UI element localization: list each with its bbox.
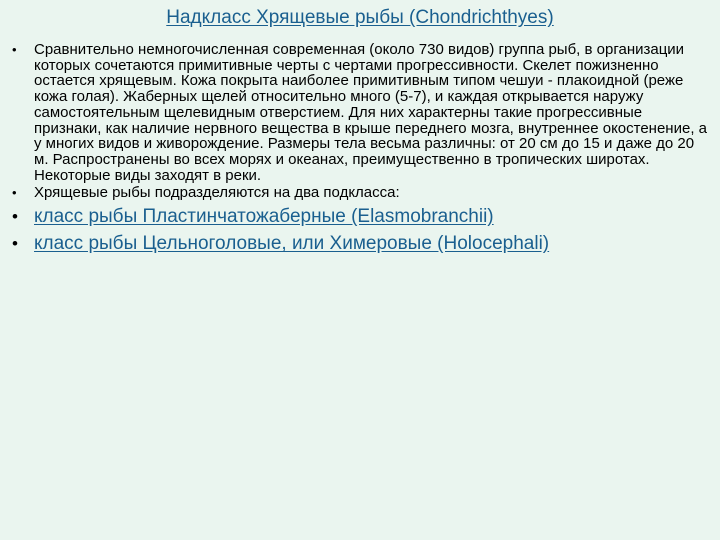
slide-content bbox=[8, 42, 712, 255]
link-holocephali[interactable]: класс рыбы Цельноголовые, или Химеровые (Holocephali) bbox=[34, 233, 550, 255]
bullet-marker: • bbox=[12, 234, 18, 254]
bullet-marker: • bbox=[12, 185, 17, 201]
slide-title[interactable]: Надкласс Хрящевые рыбы (Chondrichthyes) bbox=[166, 7, 554, 28]
bullet-text-subclasses: Хрящевые рыбы подразделяются на два подкласса: bbox=[34, 184, 400, 202]
link-item-elasmobranchii[interactable] bbox=[8, 205, 712, 228]
link-item-holocephali[interactable] bbox=[8, 232, 712, 255]
bullet-item-subclasses bbox=[8, 185, 712, 201]
bullet-marker: • bbox=[12, 42, 17, 57]
bullet-item-description bbox=[8, 42, 712, 183]
bullet-text-description: Сравнительно немногочисленная современная (около 730 видов) группа рыб, в организации которых сочетаются примитивные черты с чертами прогрессивности. Скелет пожизненно остается хрящевым. Кожа покрыта наиболее примитивным типом чешуи - плакоидной (реже кожа голая). Жаберных щелей относительно много (5-7), и каждая открывается наружу самостоятельным щелевидным отверстием. Для них характерны такие прогрессивные признаки, как наличие нервного вещества в крыше переднего мозга, внутреннее окостенение, а у многих видов и живорождение. Размеры тела весьма различны: от 20 см до 15 и даже до 20 м. Распространены во всех морях и океанах, преимущественно в тропических широтах. Некоторые виды заходят в реки. bbox=[34, 41, 707, 184]
bullet-marker: • bbox=[12, 207, 18, 227]
link-elasmobranchii[interactable]: класс рыбы Пластинчатожаберные (Elasmobranchii) bbox=[34, 206, 494, 228]
